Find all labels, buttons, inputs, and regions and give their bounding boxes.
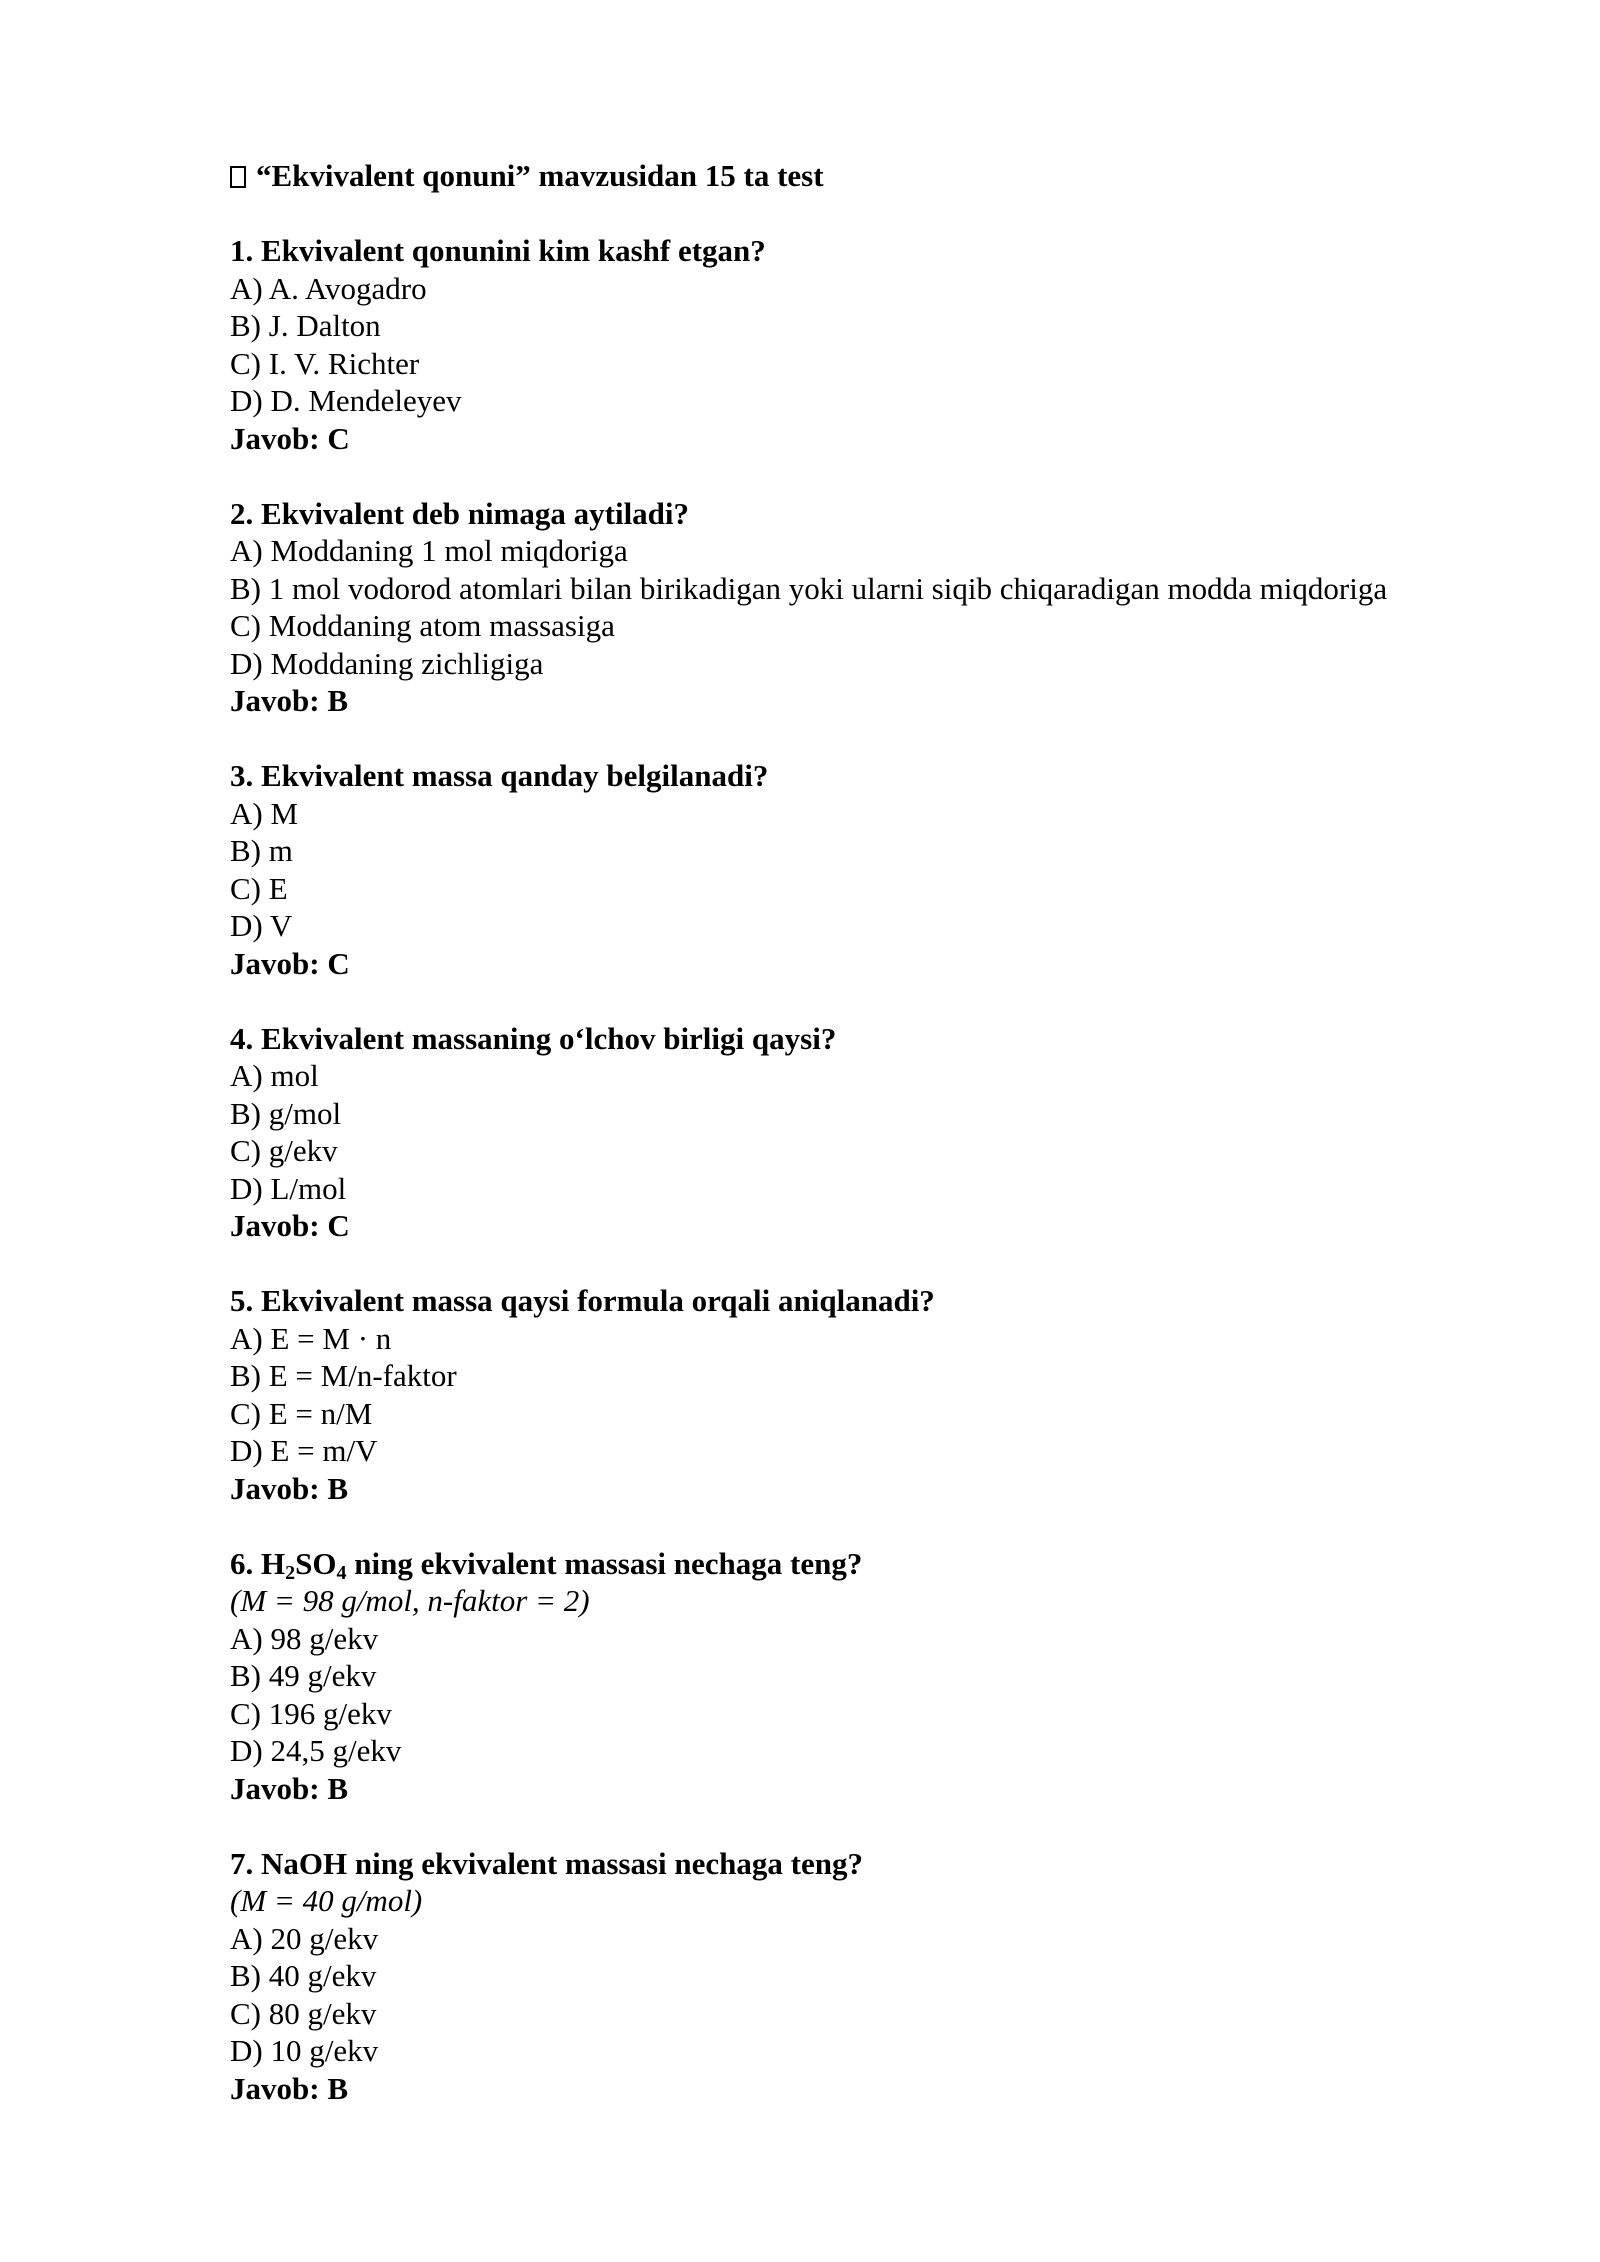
question-text: 2. Ekvivalent deb nimaga aytiladi? xyxy=(230,495,690,531)
option-c: C) 80 g/ekv xyxy=(230,1995,377,2031)
question-note: (M = 40 g/mol) xyxy=(230,1883,423,1918)
question-2 xyxy=(230,495,1510,720)
option-b: B) 1 mol vodorod atomlari bilan birikadigan yoki ularni siqib chiqaradigan modda miqdoriga xyxy=(230,570,1388,606)
option-a: A) mol xyxy=(230,1058,319,1093)
answer: Javob: C xyxy=(230,1208,350,1243)
option-c: C) E xyxy=(230,870,288,906)
document-title xyxy=(230,157,1510,195)
answer: Javob: B xyxy=(230,683,348,718)
option-d: D) L/mol xyxy=(230,1170,347,1206)
option-b: B) J. Dalton xyxy=(230,308,381,343)
option-b: B) 49 g/ekv xyxy=(230,1658,377,1693)
answer: Javob: B xyxy=(230,1470,348,1506)
option-a: A) 20 g/ekv xyxy=(230,1920,379,1956)
option-c: C) g/ekv xyxy=(230,1133,338,1168)
document-page xyxy=(230,157,1510,2145)
option-d: D) 24,5 g/ekv xyxy=(230,1733,402,1768)
option-a: A) A. Avogadro xyxy=(230,270,427,306)
question-text: 4. Ekvivalent massaning o‘lchov birligi qaysi? xyxy=(230,1020,837,1056)
answer: Javob: C xyxy=(230,420,350,456)
option-a: A) E = M · n xyxy=(230,1320,392,1356)
answer: Javob: C xyxy=(230,945,350,981)
question-text: 5. Ekvivalent massa qaysi formula orqali aniqlanadi? xyxy=(230,1283,935,1318)
option-a: A) 98 g/ekv xyxy=(230,1620,379,1656)
missing-glyph-icon xyxy=(230,166,246,188)
formula-part: SO xyxy=(295,1545,337,1581)
option-d: D) 10 g/ekv xyxy=(230,2033,379,2068)
option-b: B) m xyxy=(230,833,293,868)
option-d: D) D. Mendeleyev xyxy=(230,383,462,418)
question-text: 3. Ekvivalent massa qanday belgilanadi? xyxy=(230,758,769,793)
option-c: C) 196 g/ekv xyxy=(230,1695,392,1731)
answer: Javob: B xyxy=(230,2070,348,2106)
subscript: 4 xyxy=(336,1561,347,1584)
question-number-formula: 6. H xyxy=(230,1545,286,1581)
option-a: A) M xyxy=(230,795,299,831)
question-6 xyxy=(230,1545,1510,1808)
option-b: B) g/mol xyxy=(230,1095,342,1131)
question-text: 1. Ekvivalent qonunini kim kashf etgan? xyxy=(230,233,766,268)
document-title-text: “Ekvivalent qonuni” mavzusidan 15 ta test xyxy=(256,158,824,193)
question-4 xyxy=(230,1020,1510,1245)
subscript: 2 xyxy=(285,1561,296,1584)
question-text xyxy=(230,1545,1510,1583)
option-a: A) Moddaning 1 mol miqdoriga xyxy=(230,533,628,568)
question-5 xyxy=(230,1282,1510,1507)
option-c: C) E = n/M xyxy=(230,1395,373,1431)
option-d: D) E = m/V xyxy=(230,1433,378,1468)
option-c: C) I. V. Richter xyxy=(230,345,420,381)
option-c: C) Moddaning atom massasiga xyxy=(230,608,615,643)
question-1 xyxy=(230,232,1510,457)
option-d: D) Moddaning zichligiga xyxy=(230,645,544,681)
question-7 xyxy=(230,1845,1510,2108)
option-d: D) V xyxy=(230,908,293,943)
question-3 xyxy=(230,757,1510,982)
option-b: B) E = M/n-faktor xyxy=(230,1358,457,1393)
option-b: B) 40 g/ekv xyxy=(230,1958,377,1993)
question-rest: ning ekvivalent massasi nechaga teng? xyxy=(346,1545,863,1581)
question-note: (M = 98 g/mol, n-faktor = 2) xyxy=(230,1583,590,1618)
answer: Javob: B xyxy=(230,1770,348,1806)
question-text: 7. NaOH ning ekvivalent massasi nechaga teng? xyxy=(230,1845,863,1881)
